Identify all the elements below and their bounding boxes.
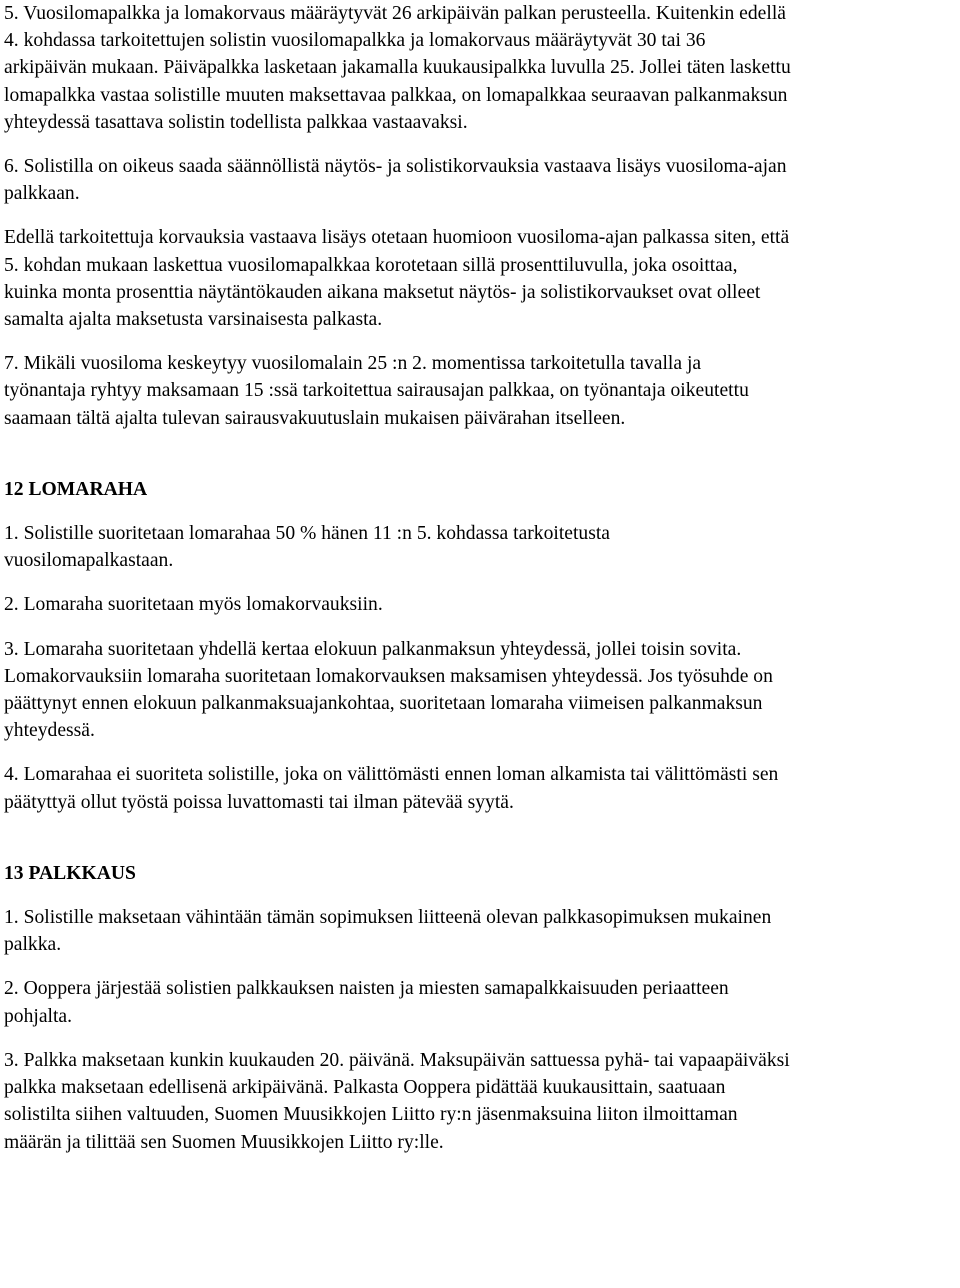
text-line: Lomakorvauksiin lomaraha suoritetaan lomakorvauksen maksamisen yhteydessä. Jos työsuhde on	[4, 665, 773, 687]
paragraph-lomaraha-3	[4, 636, 958, 745]
text-line: vuosilomapalkastaan.	[4, 550, 174, 572]
text-line: samalta ajalta maksetusta varsinaisesta palkasta.	[4, 309, 383, 331]
text-line: pohjalta.	[4, 1005, 73, 1027]
text-line: lomapalkka vastaa solistille muuten maksettavaa palkkaa, on lomapalkkaa seuraavan palkanmaksun	[4, 84, 788, 106]
text-line: 4. Lomarahaa ei suoriteta solistille, joka on välittömästi ennen loman alkamista tai välittömästi sen	[4, 764, 779, 786]
text-line: saamaan tältä ajalta tulevan sairausvakuutuslain mukaisen päivärahan itselleen.	[4, 407, 626, 429]
text-line: 1. Solistille suoritetaan lomarahaa 50 % hänen 11 :n 5. kohdassa tarkoitetusta	[4, 523, 610, 545]
text-line: 3. Palkka maksetaan kunkin kuukauden 20. päivänä. Maksupäivän sattuessa pyhä- tai vapaapäiväksi	[4, 1049, 790, 1071]
paragraph-7-interruption	[4, 350, 958, 432]
text-line: 5. Vuosilomapalkka ja lomakorvaus määräytyvät 26 arkipäivän palkan perusteella. Kuitenkin edellä	[4, 3, 786, 24]
text-line: Edellä tarkoitettuja korvauksia vastaava lisäys otetaan huomioon vuosiloma-ajan palkassa siten, että	[4, 227, 790, 249]
text-line: palkka.	[4, 934, 62, 956]
heading-text: 12 LOMARAHA	[4, 478, 148, 500]
paragraph-lomaraha-4	[4, 761, 958, 815]
paragraph-palkkaus-3	[4, 1047, 958, 1156]
text-line: 3. Lomaraha suoritetaan yhdellä kertaa elokuun palkanmaksun yhteydessä, jollei toisin sovita.	[4, 638, 742, 660]
paragraph-5-holiday-pay	[4, 0, 958, 136]
paragraph-lomaraha-1	[4, 520, 958, 574]
text-line: palkkaan.	[4, 183, 80, 205]
paragraph-palkkaus-2	[4, 975, 958, 1029]
text-line: päätyttyä ollut työstä poissa luvattomasti tai ilman pätevää syytä.	[4, 791, 514, 813]
section-heading-palkkaus	[4, 860, 958, 887]
paragraph-palkkaus-1	[4, 904, 958, 958]
text-line: 6. Solistilla on oikeus saada säännöllistä näytös- ja solistikorvauksia vastaava lisäys vuosiloma-ajan	[4, 156, 787, 178]
text-line: määrän ja tilittää sen Suomen Muusikkojen Liitto ry:lle.	[4, 1131, 444, 1153]
text-line: kuinka monta prosenttia näytäntökauden aikana maksetut näytös- ja solistikorvaukset ovat olleet	[4, 281, 761, 303]
text-line: 1. Solistille maksetaan vähintään tämän sopimuksen liitteenä olevan palkkasopimuksen mukainen	[4, 907, 772, 929]
text-line: arkipäivän mukaan. Päiväpalkka lasketaan jakamalla kuukausipalkka luvulla 25. Jollei täten laskettu	[4, 57, 791, 79]
section-heading-lomaraha	[4, 476, 958, 503]
text-line: 4. kohdassa tarkoitettujen solistin vuosilomapalkka ja lomakorvaus määräytyvät 30 tai 36	[4, 30, 706, 52]
paragraph-compensation-calculation	[4, 224, 958, 333]
text-line: työnantaja ryhtyy maksamaan 15 :ssä tarkoitettua sairausajan palkkaa, on työnantaja oikeutettu	[4, 380, 749, 402]
text-line: 7. Mikäli vuosiloma keskeytyy vuosilomalain 25 :n 2. momentissa tarkoitetulla tavalla ja	[4, 353, 702, 375]
heading-text: 13 PALKKAUS	[4, 862, 136, 884]
text-line: 2. Ooppera järjestää solistien palkkauksen naisten ja miesten samapalkkaisuuden periaatteen	[4, 978, 729, 1000]
text-line: solistilta siihen valtuuden, Suomen Muusikkojen Liitto ry:n jäsenmaksuina liiton ilmoittaman	[4, 1104, 738, 1126]
text-line: päättynyt ennen elokuun palkanmaksuajankohtaa, suoritetaan lomaraha viimeisen palkanmaksun	[4, 693, 763, 715]
text-line: yhteydessä tasattava solistin todellista palkkaa vastaavaksi.	[4, 111, 468, 133]
text-line: palkka maksetaan edellisenä arkipäivänä. Palkasta Ooppera pidättää kuukausittain, saatuaan	[4, 1077, 726, 1099]
text-line: yhteydessä.	[4, 720, 95, 742]
text-line: 2. Lomaraha suoritetaan myös lomakorvauksiin.	[4, 594, 383, 616]
paragraph-6-performance-compensation	[4, 153, 958, 207]
paragraph-lomaraha-2	[4, 591, 958, 618]
document-page	[4, 0, 958, 1156]
text-line: 5. kohdan mukaan laskettua vuosilomapalkkaa korotetaan sillä prosenttiluvulla, joka osoittaa,	[4, 254, 738, 276]
